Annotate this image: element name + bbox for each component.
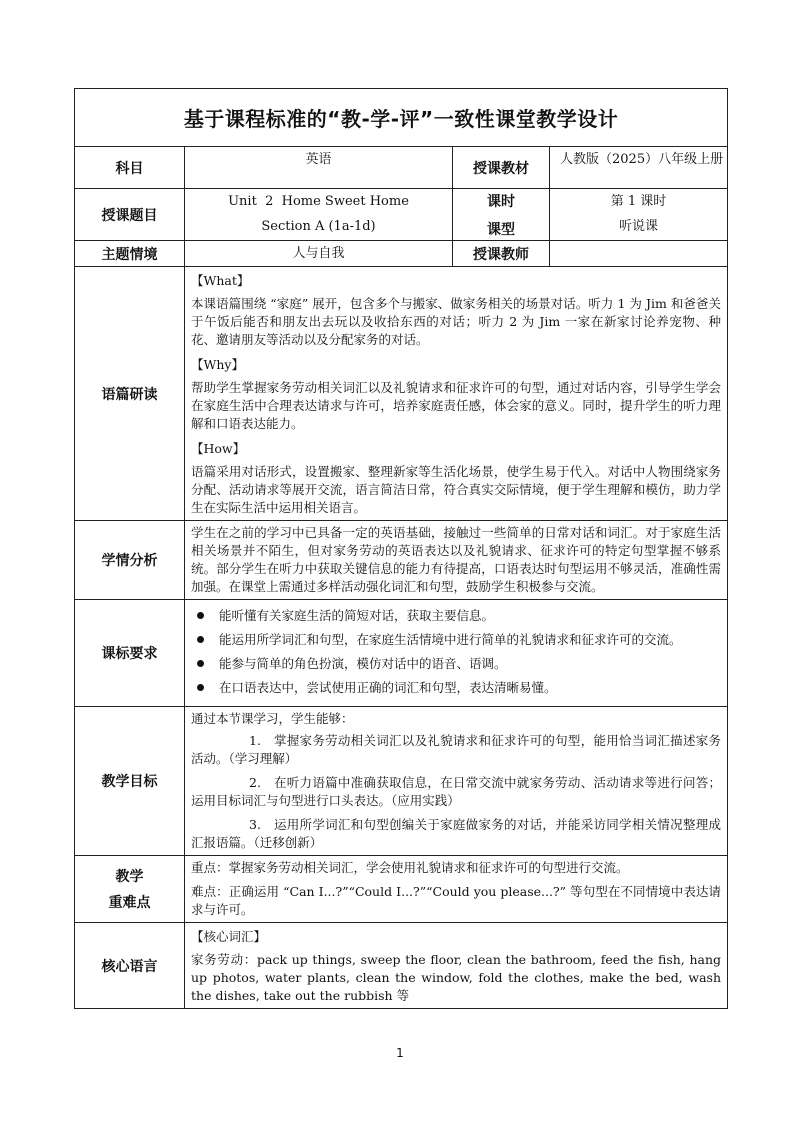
standards-list: [191, 607, 721, 697]
list-item-text: 能参与简单的角色扮演，模仿对话中的语音、语调。: [219, 656, 507, 671]
standards-label: 课标要求: [75, 600, 185, 707]
how-text: 语篇采用对话形式，设置搬家、整理新家等生活化场景，使学生易于代入。对话中人物围绕家务分配、活动请求等展开交流，语言简洁日常，符合真实交际情境，便于学生理解和模仿，助力学生在实际生活中运用相关语言。: [191, 464, 722, 515]
what-tag: 【What】: [191, 273, 250, 288]
key-points-content: [185, 856, 728, 923]
list-item: [191, 631, 721, 649]
text-study-label: 语篇研读: [75, 267, 185, 521]
subject-value: 英语: [185, 147, 453, 189]
type-label: 课型: [487, 221, 515, 238]
goal-item: 1. 掌握家务劳动相关词汇以及礼貌请求和征求许可的句型，能用恰当词汇描述家务活动。（学习理解）: [191, 733, 722, 766]
bullet-icon: [197, 660, 204, 667]
goal-item: 3. 运用所学词汇和句型创编关于家庭做家务的对话，并能采访同学相关情况整理成汇报语篇。（迁移创新）: [191, 817, 722, 850]
lesson-plan-table: [74, 88, 728, 1009]
period-value: 第 1 课时: [610, 194, 667, 209]
list-item-text: 能运用所学词汇和句型，在家庭生活情境中进行简单的礼貌请求和征求许可的交流。: [219, 632, 682, 647]
teacher-value: [550, 241, 728, 267]
core-language-label: 核心语言: [75, 923, 185, 1009]
teacher-label: 授课教师: [453, 241, 550, 267]
student-analysis-text: 学生在之前的学习中已具备一定的英语基础，接触过一些简单的日常对话和词汇。对于家庭生活相关场景并不陌生，但对家务劳动的英语表达以及礼貌请求、征求许可的特定句型掌握不够系统。部分学生在听力中获取关键信息的能力有待提高，口语表达时句型运用不够灵活，准确性需加强。在课堂上需通过多样活动强化词汇和句型，鼓励学生积极参与交流。: [185, 521, 728, 600]
core-vocab-tag: 【核心词汇】: [191, 929, 267, 944]
topic-line-1: Unit 2 Home Sweet Home: [228, 194, 409, 209]
bullet-icon: [197, 636, 204, 643]
key-points-label-line-1: 教学: [115, 869, 144, 885]
goals-label: 教学目标: [75, 707, 185, 856]
key-points-label-line-2: 重难点: [108, 895, 151, 911]
standards-content: [185, 600, 728, 707]
key-points-label: [75, 856, 185, 923]
subject-label: 科目: [75, 147, 185, 189]
why-text: 帮助学生掌握家务劳动相关词汇以及礼貌请求和征求许可的句型，通过对话内容，引导学生学会在家庭生活中合理表达请求与许可，培养家庭责任感，体会家的意义。同时，提升学生的听力理解和口语表达能力。: [191, 380, 722, 431]
goals-content: [185, 707, 728, 856]
list-item: [191, 607, 721, 625]
page-number: 1: [396, 1046, 404, 1060]
topic-label: 授课题目: [75, 189, 185, 241]
topic-line-2: Section A (1a-1d): [261, 219, 376, 234]
textbook-value: 人教版（2025）八年级上册: [550, 147, 728, 189]
period-type-label: [453, 189, 550, 241]
goal-item: 2. 在听力语篇中准确获取信息，在日常交流中就家务劳动、活动请求等进行问答；运用目标词汇与句型进行口头表达。（应用实践）: [191, 775, 722, 808]
key-point-text: 重点：掌握家务劳动相关词汇，学会使用礼貌请求和征求许可的句型进行交流。: [191, 860, 629, 875]
textbook-label: 授课教材: [453, 147, 550, 189]
bullet-icon: [197, 684, 204, 691]
theme-label: 主题情境: [75, 241, 185, 267]
bullet-icon: [197, 612, 204, 619]
period-label: 课时: [487, 193, 515, 210]
type-value: 听说课: [619, 219, 659, 234]
what-text: 本课语篇围绕 “家庭” 展开，包含多个与搬家、做家务相关的场景对话。听力 1 为 Jim 和爸爸关于午饭后能否和朋友出去玩以及收拾东西的对话；听力 2 为 Jim 一家在新家讨论养宠物、种花、邀请朋友等活动以及分配家务的对话。: [191, 296, 722, 347]
list-item-text: 能听懂有关家庭生活的简短对话，获取主要信息。: [219, 608, 495, 623]
text-study-content: [185, 267, 728, 521]
goals-intro: 通过本节课学习，学生能够：: [191, 711, 354, 726]
topic-value: [185, 189, 453, 241]
student-analysis-label: 学情分析: [75, 521, 185, 600]
list-item: [191, 655, 721, 673]
core-vocab-text: 家务劳动：pack up things, sweep the floor, clean the bathroom, feed the fish, hang up photos, water plants, clean the window, fold the clothes, make the bed, wash the dishes, take out the rubbish 等: [191, 952, 722, 1003]
why-tag: 【Why】: [191, 357, 244, 372]
how-tag: 【How】: [191, 441, 246, 456]
core-language-content: [185, 923, 728, 1009]
period-type-value: [550, 189, 728, 241]
list-item: [191, 679, 721, 697]
document-title: 基于课程标准的“教-学-评”一致性课堂教学设计: [75, 89, 728, 147]
theme-value: 人与自我: [185, 241, 453, 267]
list-item-text: 在口语表达中，尝试使用正确的词汇和句型，表达清晰易懂。: [219, 680, 557, 695]
difficult-point-text: 难点：正确运用 “Can I...?”“Could I...?”“Could you please...?” 等句型在不同情境中表达请求与许可。: [191, 884, 722, 917]
